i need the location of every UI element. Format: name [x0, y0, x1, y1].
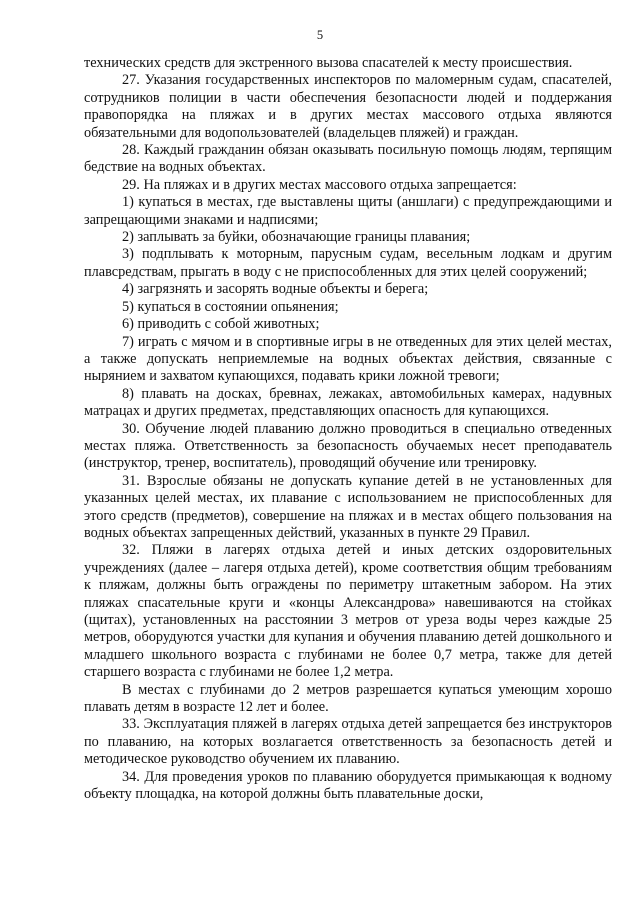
- paragraph-27: 27. Указания государственных инспекторов по маломерным судам, спасателей, сотрудников полиции в части обеспечения безопасности людей и поддержания правопорядка на пляжах и в других местах массового отдыха являются обязательными для водопользователей (владельцев пляжей) и граждан.: [84, 72, 612, 141]
- paragraph-30: 30. Обучение людей плаванию должно проводиться в специально отведенных местах пляжа. Ответственность за безопасность обучаемых несет преподаватель (инструктор, тренер, воспитатель), проводящий обучение или тренировку.: [84, 420, 612, 472]
- list-item-29-5: 5) купаться в состоянии опьянения;: [122, 298, 339, 315]
- paragraph-32: 32. Пляжи в лагерях отдыха детей и иных детских оздоровительных учреждениях (далее – лагеря отдыха детей), кроме соответствия общим требованиям к пляжам, должны быть ограждены по периметру штакетным забором. На этих пляжах спасательные круги и «концы Александрова» навешиваются на стойках (щитах), установленных на расстоянии 3 метров от уреза воды через каждые 25 метров, оборудуются участки для купания и обучения плаванию детей дошкольного и младшего школьного возраста с глубинами не более 0,7 метра, также для детей старшего возраста с глубинами не более 1,2 метра.: [84, 542, 612, 681]
- list-item-29-2: 2) заплывать за буйки, обозначающие границы плавания;: [122, 229, 471, 246]
- paragraph-31: 31. Взрослые обязаны не допускать купание детей в не установленных для указанных целей местах, их плавание с использованием не приспособленных для этого средств (предметов), совершение на пляжах и в местах общего пользования на водных объектах запрещенных действий, указанных в пункте 29 Правил.: [84, 472, 612, 541]
- paragraph-29: 29. На пляжах и в других местах массового отдыха запрещается:: [122, 176, 517, 193]
- list-item-29-4: 4) загрязнять и засорять водные объекты и берега;: [122, 281, 429, 298]
- paragraph-34: 34. Для проведения уроков по плаванию оборудуется примыкающая к водному объекту площадка, на которой должны быть плавательные доски,: [84, 768, 612, 803]
- list-item-29-3: 3) подплывать к моторным, парусным судам, весельным лодкам и другим плавсредствам, прыгать в воду с не приспособленных для этих целей сооружений;: [84, 246, 612, 280]
- list-item-29-7: 7) играть с мячом и в спортивные игры в не отведенных для этих целей местах, а также допускать неприемлемые на водных объектах действия, связанные с нырянием и захватом купающихся, подавать крики ложной тревоги;: [84, 333, 612, 385]
- list-item-29-6: 6) приводить с собой животных;: [122, 316, 320, 333]
- paragraph-33: 33. Эксплуатация пляжей в лагерях отдыха детей запрещается без инструкторов по плаванию, на которых возлагается ответственность за безопасность детей и методическое руководство обучением их плаванию.: [84, 716, 612, 768]
- paragraph-28: 28. Каждый гражданин обязан оказывать посильную помощь людям, терпящим бедствие на водных объектах.: [84, 142, 612, 176]
- paragraph-continuation: технических средств для экстренного вызова спасателей к месту происшествия.: [84, 55, 573, 71]
- list-item-29-8: 8) плавать на досках, бревнах, лежаках, автомобильных камерах, надувных матрацах и других предметах, представляющих опасность для купающихся.: [84, 385, 612, 420]
- paragraph-32-continued: В местах с глубинами до 2 метров разрешается купаться умеющим хорошо плавать детям в возрасте 12 лет и более.: [84, 681, 612, 716]
- list-item-29-1: 1) купаться в местах, где выставлены щиты (аншлаги) с предупреждающими и запрещающими знаками и надписями;: [84, 194, 612, 228]
- document-body: [84, 55, 612, 803]
- page-number: 5: [316, 28, 324, 42]
